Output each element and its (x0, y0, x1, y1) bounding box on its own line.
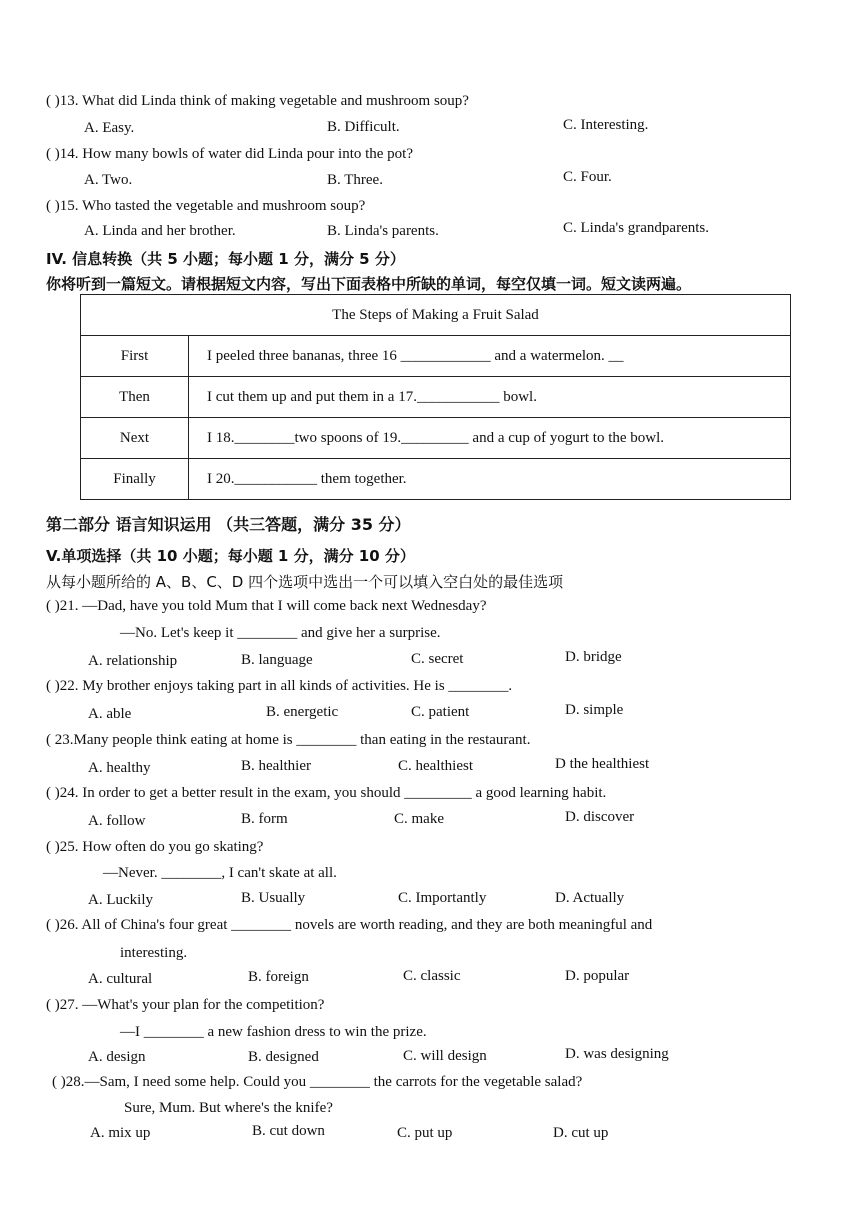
question-27-option-c: C. will design (403, 1048, 487, 1064)
section-5-heading: V.单项选择（共 10 小题；每小题 1 分，满分 10 分） (46, 547, 415, 565)
question-13-option-b: B. Difficult. (327, 119, 400, 135)
question-21-option-d: D. bridge (565, 649, 622, 665)
question-23-option-a: A. healthy (88, 760, 151, 776)
question-23-option-b: B. healthier (241, 758, 311, 774)
table-row-text: I cut them up and put them in a 17.___________ bowl. (189, 377, 791, 418)
question-21-option-a: A. relationship (88, 653, 178, 669)
question-15-option-c: C. Linda's grandparents. (563, 220, 710, 236)
question-22-option-c: C. patient (411, 704, 470, 720)
question-13-option-c: C. Interesting. (563, 117, 649, 133)
part-2-title: 第二部分 语言知识运用 （共三答题，满分 35 分） (46, 515, 411, 534)
table-row-label: Finally (81, 459, 189, 500)
question-13-option-a: A. Easy. (84, 120, 135, 136)
question-28-option-a: A. mix up (90, 1125, 151, 1141)
question-15-stem: ( )15. Who tasted the vegetable and mushroom soup? (46, 198, 366, 214)
question-21-line2: —No. Let's keep it ________ and give her a surprise. (120, 625, 441, 641)
question-28-option-c: C. put up (397, 1125, 453, 1141)
question-23-stem: ( 23.Many people think eating at home is ________ than eating in the restaurant. (46, 732, 531, 748)
question-25-line2: —Never. ________, I can't skate at all. (103, 865, 337, 881)
question-27-option-b: B. designed (248, 1049, 319, 1065)
question-27-option-d: D. was designing (565, 1046, 669, 1062)
question-25-option-d: D. Actually (555, 890, 625, 906)
question-24-option-b: B. form (241, 811, 288, 827)
table-row (81, 459, 791, 500)
question-22-option-b: B. energetic (266, 704, 339, 720)
question-21-stem: ( )21. —Dad, have you told Mum that I will come back next Wednesday? (46, 598, 487, 614)
question-25-option-c: C. Importantly (398, 890, 487, 906)
section-5-instruction: 从每小题所给的 A、B、C、D 四个选项中选出一个可以填入空白处的最佳选项 (46, 573, 564, 591)
table-row-text: I peeled three bananas, three 16 ____________ and a watermelon. __ (189, 336, 791, 377)
question-14-option-b: B. Three. (327, 172, 383, 188)
question-24-option-a: A. follow (88, 813, 146, 829)
table-row-label: Then (81, 377, 189, 418)
fruit-salad-steps-table (80, 294, 791, 500)
table-row-label: First (81, 336, 189, 377)
question-21-option-b: B. language (241, 652, 313, 668)
question-26-option-c: C. classic (403, 968, 461, 984)
table-row-text: I 20.___________ them together. (189, 459, 791, 500)
table-row (81, 377, 791, 418)
section-4-instruction: 你将听到一篇短文。请根据短文内容，写出下面表格中所缺的单词，每空仅填一词。短文读两遍。 (46, 275, 692, 293)
question-21-option-c: C. secret (411, 651, 464, 667)
question-25-option-a: A. Luckily (88, 892, 153, 908)
question-24-option-c: C. make (394, 811, 444, 827)
question-27-option-a: A. design (88, 1049, 146, 1065)
question-22-option-d: D. simple (565, 702, 624, 718)
question-25-stem: ( )25. How often do you go skating? (46, 839, 264, 855)
table-row-text: I 18.________two spoons of 19._________ and a cup of yogurt to the bowl. (189, 418, 791, 459)
question-26-line2: interesting. (120, 945, 188, 961)
question-24-option-d: D. discover (565, 809, 635, 825)
question-15-option-a: A. Linda and her brother. (84, 223, 236, 239)
table-row (81, 336, 791, 377)
question-28-line2: Sure, Mum. But where's the knife? (124, 1100, 333, 1116)
question-28-stem: ( )28.—Sam, I need some help. Could you ________ the carrots for the vegetable salad? (52, 1074, 583, 1090)
question-22-stem: ( )22. My brother enjoys taking part in all kinds of activities. He is ________. (46, 678, 513, 694)
table-title: The Steps of Making a Fruit Salad (81, 295, 791, 336)
section-4-heading: IV. 信息转换（共 5 小题；每小题 1 分，满分 5 分） (46, 250, 405, 268)
question-14-option-c: C. Four. (563, 169, 612, 185)
question-27-line2: —I ________ a new fashion dress to win the prize. (120, 1024, 427, 1040)
question-22-option-a: A. able (88, 706, 132, 722)
question-28-option-b: B. cut down (252, 1123, 325, 1139)
question-14-stem: ( )14. How many bowls of water did Linda pour into the pot? (46, 146, 414, 162)
question-27-stem: ( )27. —What's your plan for the competition? (46, 997, 325, 1013)
question-15-option-b: B. Linda's parents. (327, 223, 439, 239)
question-28-option-d: D. cut up (553, 1125, 609, 1141)
question-26-option-a: A. cultural (88, 971, 153, 987)
question-23-option-c: C. healthiest (398, 758, 473, 774)
table-row (81, 418, 791, 459)
question-13-stem: ( )13. What did Linda think of making vegetable and mushroom soup? (46, 93, 469, 109)
question-26-stem: ( )26. All of China's four great ________ novels are worth reading, and they are both meaningful and (46, 917, 653, 933)
question-23-option-d: D the healthiest (555, 756, 650, 772)
question-14-option-a: A. Two. (84, 172, 133, 188)
question-26-option-d: D. popular (565, 968, 630, 984)
question-25-option-b: B. Usually (241, 890, 306, 906)
table-row-label: Next (81, 418, 189, 459)
question-26-option-b: B. foreign (248, 969, 309, 985)
question-24-stem: ( )24. In order to get a better result in the exam, you should _________ a good learning habit. (46, 785, 607, 801)
